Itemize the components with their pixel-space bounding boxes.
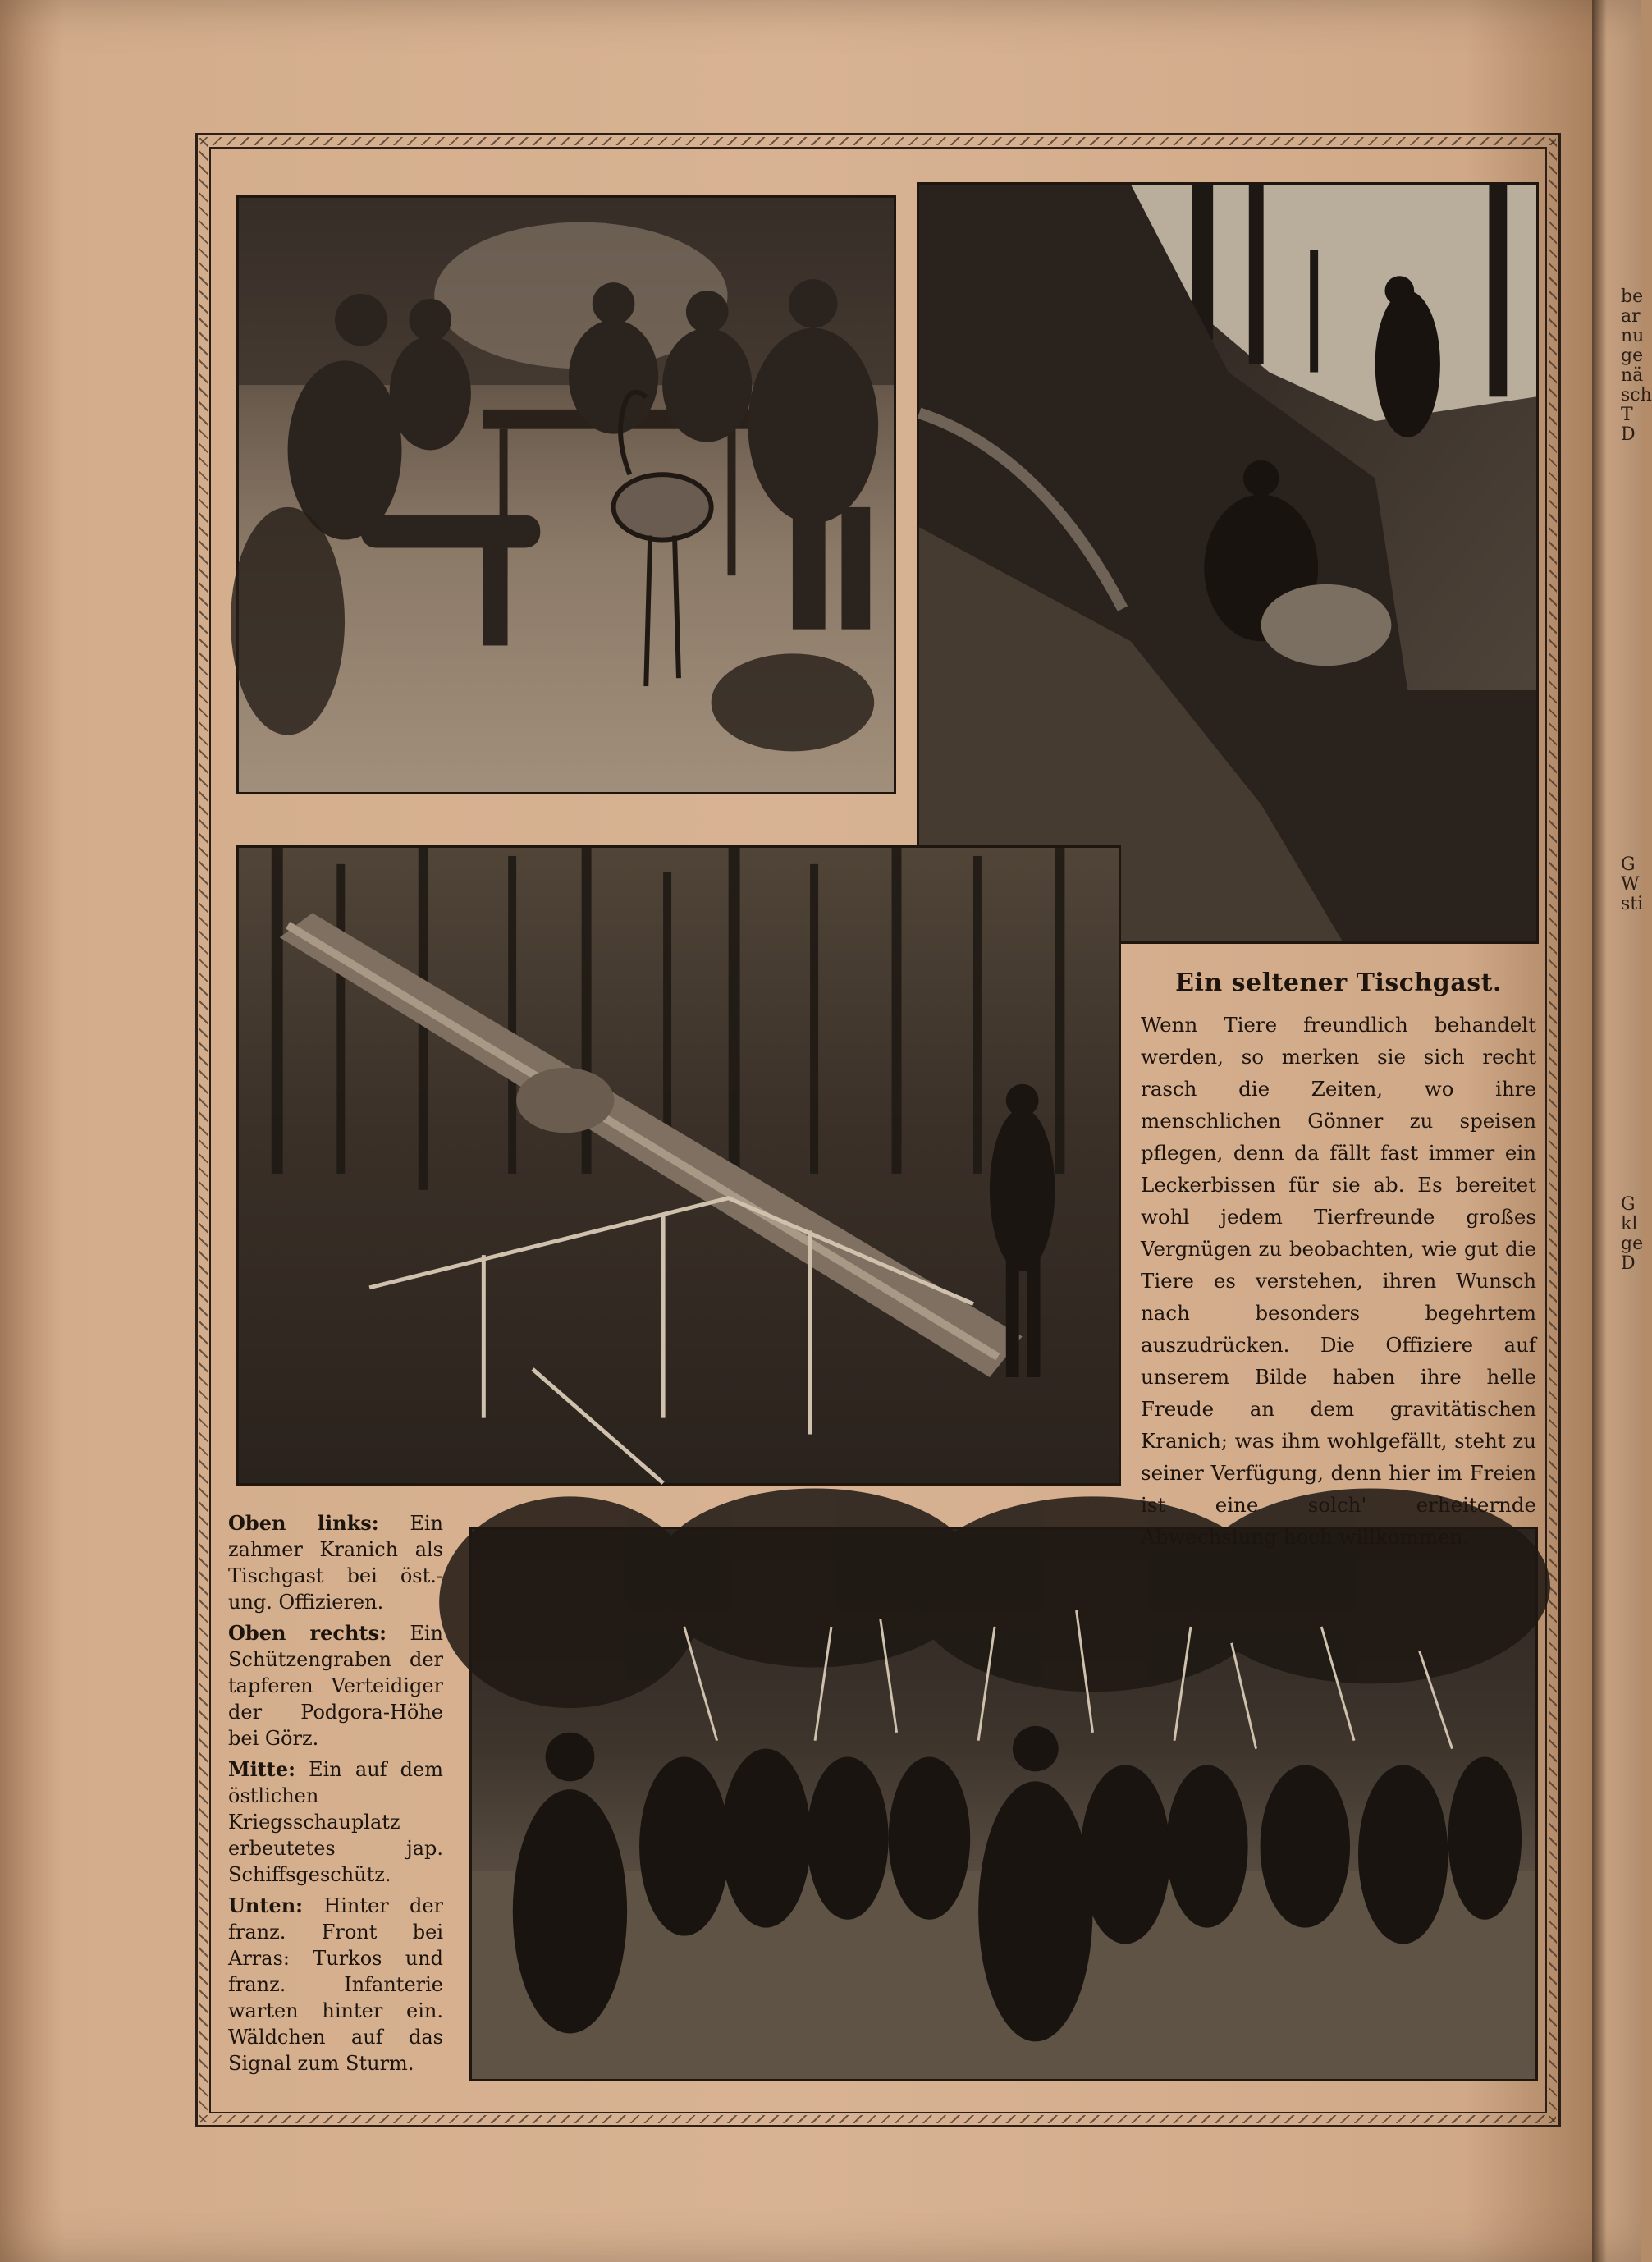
fragment: T: [1621, 405, 1633, 425]
fragment: sch: [1621, 385, 1652, 405]
caption-label: Mitte:: [228, 1757, 295, 1781]
fragment: ar: [1621, 306, 1641, 327]
fragment: G: [1621, 854, 1636, 875]
caption-top-right: [228, 1620, 443, 1751]
article-title: Ein seltener Tischgast.: [1175, 968, 1502, 997]
fragment: G: [1621, 1194, 1636, 1215]
fragment: D: [1621, 424, 1636, 445]
fragment: ge: [1621, 346, 1644, 366]
fragment: nä: [1621, 365, 1644, 386]
fragment: W: [1621, 874, 1640, 895]
fragment: be: [1621, 286, 1644, 307]
article-body: Wenn Tiere freundlich behandelt werden, so merken sie sich recht rasch die Zeiten, wo ihre menschlichen Gönner zu speisen pflegen, denn da fällt fast immer ein Leckerbissen für sie ab. Es bereitet wohl jedem Tierfreunde großes Vergnügen zu beobachten, wie gut die Tiere es verstehen, ihren Wunsch nach besonders begehrtem auszudrücken. Die Offiziere auf unserem Bilde haben ihre helle Freude an dem gravitätischen Kranich; was ihm wohlgefällt, steht zu seiner Verfügung, denn hier im Freien ist eine solch' erheiternde Abwechslung hoch willkommen.: [1141, 1013, 1536, 1549]
caption-label: Unten:: [228, 1893, 304, 1917]
fragment: sti: [1621, 894, 1644, 914]
border-pattern-left: [199, 138, 208, 2122]
fragment: nu: [1621, 326, 1645, 346]
border-pattern-top: [200, 137, 1556, 145]
caption-text: Ein Schützengraben der tapferen Verteidiger der Podgora-Höhe bei Görz.: [228, 1622, 443, 1750]
photo-trench-podgora: [917, 182, 1539, 944]
caption-label: Oben rechts:: [228, 1621, 387, 1645]
photo-captions: [228, 1510, 443, 2081]
photo-officers-with-crane: [236, 195, 896, 794]
border-pattern-right: [1549, 138, 1557, 2122]
photo-troops-near-arras: [469, 1527, 1538, 2081]
caption-middle: [228, 1756, 443, 1888]
article: [1141, 968, 1536, 1553]
photo-captured-naval-gun: [236, 845, 1121, 1486]
caption-text: Ein zahmer Kranich als Tischgast bei öst.-ung. Offizieren.: [228, 1512, 443, 1614]
border-pattern-bottom: [200, 2115, 1556, 2123]
caption-top-left: [228, 1510, 443, 1615]
fragment: D: [1621, 1253, 1636, 1274]
caption-text: Hinter der franz. Front bei Arras: Turkos und franz. Infanterie warten hinter ein. Wäldchen auf das Signal zum Sturm.: [228, 1894, 443, 2075]
caption-label: Oben links:: [228, 1511, 379, 1535]
fragment: kl: [1621, 1214, 1638, 1234]
fragment: ge: [1621, 1234, 1644, 1254]
caption-bottom: [228, 1893, 443, 2077]
caption-text: Ein auf dem östlichen Kriegsschauplatz erbeutetes jap. Schiffsgeschütz.: [228, 1758, 443, 1886]
